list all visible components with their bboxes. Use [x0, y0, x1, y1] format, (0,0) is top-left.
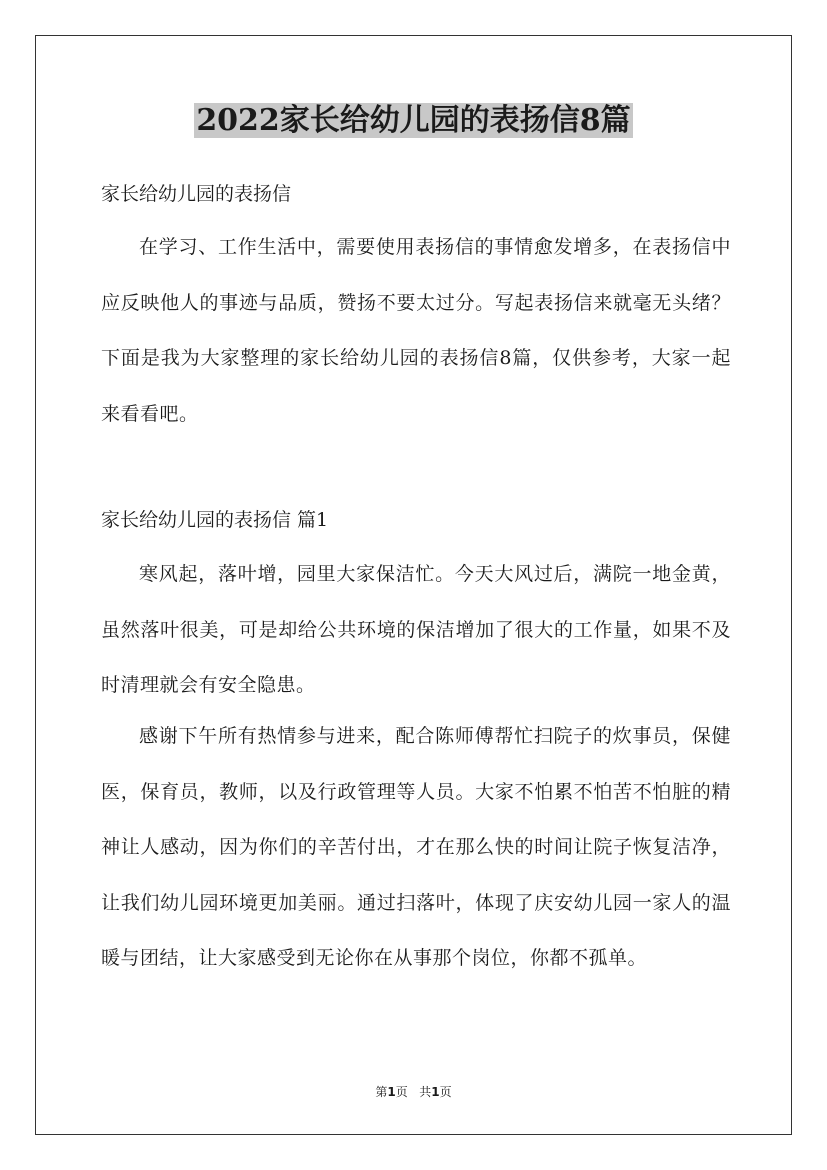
page-footer	[0, 1083, 827, 1101]
intro-heading: 家长给幼儿园的表扬信	[101, 183, 292, 205]
footer-page-prefix: 第	[375, 1085, 388, 1099]
footer-total-suffix: 页	[439, 1085, 452, 1099]
section-1-heading: 家长给幼儿园的表扬信 篇1	[101, 509, 329, 531]
section-1-paragraph-2: 感谢下午所有热情参与进来，配合陈师傅帮忙扫院子的炊事员，保健医，保育员，教师，以及行政管理等人员。大家不怕累不怕苦不怕脏的精神让人感动，因为你们的辛苦付出，才在那么快的时间让院子恢复洁净，让我们幼儿园环境更加美丽。通过扫落叶，体现了庆安幼儿园一家人的温暖与团结，让大家感受到无论你在从事那个岗位，你都不孤单。	[101, 725, 731, 969]
footer-page-current: 1	[387, 1085, 396, 1099]
footer-page-suffix: 页	[395, 1085, 408, 1099]
intro-paragraph: 在学习、工作生活中，需要使用表扬信的事情愈发增多，在表扬信中应反映他人的事迹与品质，赞扬不要太过分。写起表扬信来就毫无头绪？下面是我为大家整理的家长给幼儿园的表扬信8篇，仅供参考，大家一起来看看吧。	[101, 236, 731, 425]
document-title	[0, 100, 827, 142]
footer-total-prefix: 共	[419, 1085, 432, 1099]
section-1-paragraph-1: 寒风起，落叶增，园里大家保洁忙。今天大风过后，满院一地金黄，虽然落叶很美，可是却给公共环境的保洁增加了很大的工作量，如果不及时清理就会有安全隐患。	[101, 563, 731, 696]
document-title-text: 2022家长给幼儿园的表扬信8篇	[196, 103, 631, 138]
footer-page-total: 1	[431, 1085, 440, 1099]
